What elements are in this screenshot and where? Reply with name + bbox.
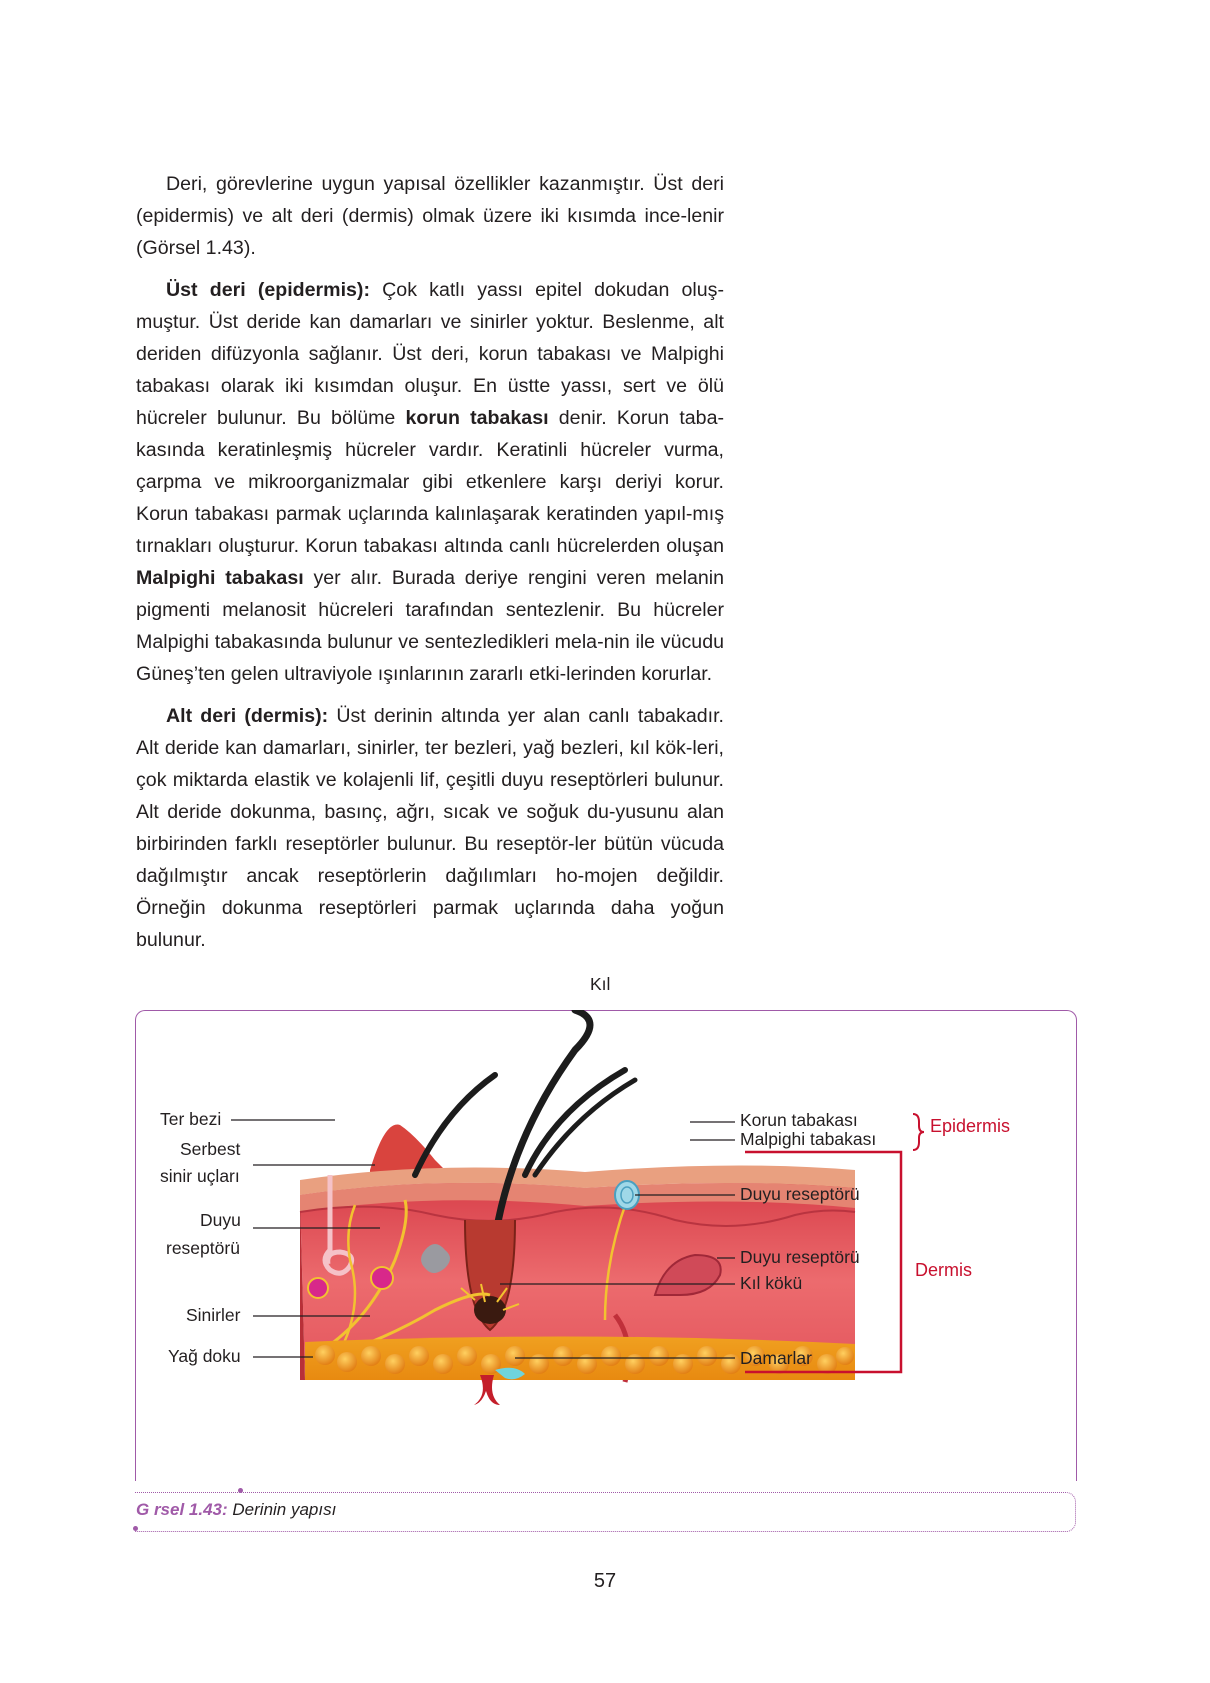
paragraph-epidermis: [136, 274, 724, 690]
paragraph-intro: [136, 168, 724, 264]
figure-caption: [136, 1500, 336, 1520]
heading-dermis: Alt deri (dermis):: [166, 705, 329, 727]
label-sinir-uclari: sinir uçları: [160, 1166, 240, 1186]
text-segment: Çok katlı yassı epitel dokudan oluş-muştur. Üst deride kan damarları ve sinirler yoktur. Beslenme, alt deriden difüzyonla sağlanır. Üst deri, korun tabakası ve Malpighi tabakası olarak iki kısımdan oluşur. En üstte yassı, sert ve ölü hücreler bulunur. Bu bölüme: [136, 279, 724, 429]
receptor-left-2: [371, 1267, 393, 1289]
label-serbest: Serbest: [180, 1139, 241, 1159]
epidermis-bracket: [913, 1114, 924, 1150]
label-ter-bezi: Ter bezi: [160, 1109, 222, 1129]
label-reseptoru-left: reseptörü: [166, 1238, 240, 1258]
label-duyu-reseptoru-1: Duyu reseptörü: [740, 1184, 860, 1204]
label-malpighi-tabakasi: Malpighi tabakası: [740, 1129, 877, 1149]
label-korun-tabakasi: Korun tabakası: [740, 1110, 858, 1130]
page-number: 57: [593, 1570, 617, 1592]
receptor-left-1: [308, 1278, 328, 1298]
label-duyu-left: Duyu: [200, 1210, 241, 1230]
label-damarlar: Damarlar: [740, 1348, 812, 1368]
label-duyu-reseptoru-2: Duyu reseptörü: [740, 1247, 860, 1267]
label-sinirler: Sinirler: [186, 1305, 241, 1325]
caption-dot: [133, 1526, 138, 1531]
hair-bulb: [474, 1296, 506, 1324]
caption-label: G rsel 1.43:: [136, 1500, 228, 1519]
hair-3: [525, 1070, 625, 1175]
skin-diagram: [135, 974, 1075, 1490]
label-kil-koku: Kıl kökü: [740, 1273, 803, 1293]
label-dermis: Dermis: [915, 1260, 972, 1280]
skin-illustration: [135, 1010, 1075, 1490]
label-epidermis: Epidermis: [930, 1116, 1011, 1136]
heading-epidermis: Üst deri (epidermis):: [166, 279, 370, 301]
text-segment: yer alır. Burada deriye rengini veren melanin pigmenti melanosit hücreleri tarafından sentezlenir. Bu hücreler Malpighi tabakasında bulunur ve sentezledikleri mela-nin ile vücudu Güneş’ten gelen ultraviyole ışınlarının zararlı etki-lerinden korurlar.: [136, 567, 724, 685]
text-segment: Deri, görevlerine uygun yapısal özellikler kazanmıştır. Üst deri (epidermis) ve alt deri (dermis) olmak üzere iki kısımda ince-lenir (Görsel 1.43).: [136, 173, 724, 259]
body-text: [136, 168, 724, 966]
text-segment: Üst derinin altında yer alan canlı tabakadır. Alt deride kan damarları, sinirler, ter bezleri, yağ bezleri, kıl kök-leri, çok miktarda elastik ve kolajenli lif, çeşitli duyu reseptörleri bulunur. Alt deride dokunma, basınç, ağrı, sıcak ve soğuk du-yusunu alan birbirinden farklı reseptörler bulunur. Bu reseptör-ler bütün vücuda dağılmıştır ancak reseptörlerin dağılımları ho-mojen değildir. Örneğin dokunma reseptörleri parmak uçlarında daha yoğun bulunur.: [136, 705, 724, 951]
caption-text: Derinin yapısı: [227, 1500, 337, 1519]
text-segment: denir. Korun taba-kasında keratinleşmiş hücreler vardır. Keratinli hücreler vurma, çarpma ve mikroorganizmalar gibi etkenlere karşı deriyi korur. Korun tabakası parmak uçlarında kalınlaşarak keratinden yapıl-mış tırnakları oluşturur. Korun tabakası altında canlı hücrelerden oluşan: [136, 407, 724, 557]
paragraph-dermis: [136, 700, 724, 956]
label-kil: Kıl: [590, 974, 611, 994]
caption-dot: [238, 1488, 243, 1493]
term-korun: korun tabakası: [405, 407, 549, 429]
label-yag-doku: Yağ doku: [168, 1346, 241, 1366]
term-malpighi: Malpighi tabakası: [136, 567, 304, 589]
